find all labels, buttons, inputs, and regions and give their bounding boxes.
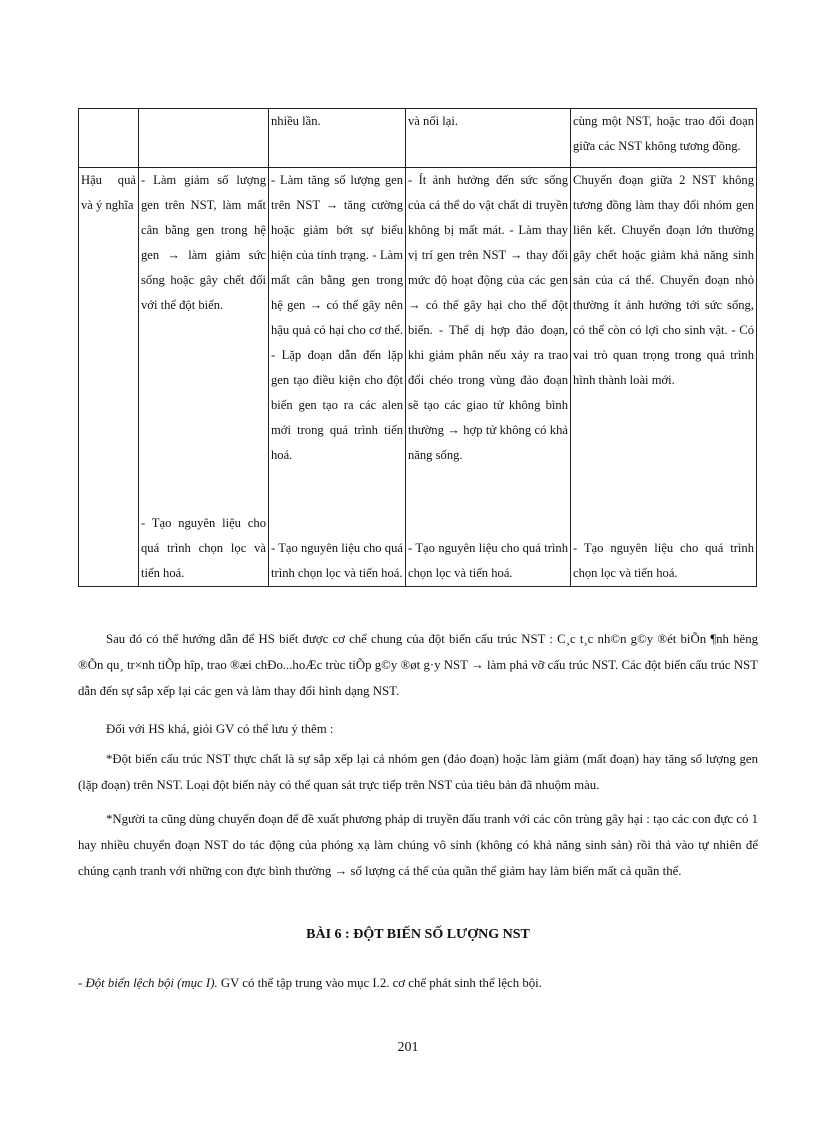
aneuploidy-label: - Đột biến lệch bội (mục I). <box>78 976 218 990</box>
table-cell <box>139 168 269 587</box>
paragraph-mechanism: Sau đó có thể hướng dẫn để HS biết được cơ chế chung của đột biến cấu trúc NST : C¸c t¸c nh©n g©y ®ét biÕn ¶nh hëng ®Õn qu¸ tr×nh tiÕp hîp, trao ®æi chÐo...hoÆc trùc tiÕp g©y ®øt g·y NST → làm phá vỡ cấu trúc NST. Các đột biến cấu trúc NST dẫn đến sự sắp xếp lại các gen và làm thay đổi hình dạng NST. <box>78 632 758 698</box>
paragraph-structure-essence: *Đột biến cấu trúc NST thực chất là sự sắp xếp lại cả nhóm gen (đảo đoạn) hoặc làm giảm (mất đoạn) hay tăng số lượng gen (lặp đoạn) trên NST. Loại đột biến này có thể quan sát trực tiếp trên NST của tiêu bản đã nhuộm màu. <box>78 752 758 792</box>
table-cell <box>406 168 571 587</box>
table-cell <box>139 109 269 168</box>
cell-text-consequence: Chuyển đoạn giữa 2 NST không tương đồng làm thay đổi nhóm gen liên kết. Chuyển đoạn lớn thường gây chết hoặc giảm khả năng sinh sản của cá thể. Chuyển đoạn nhỏ thường ít ảnh hưởng tới sức sống, có thể còn có lợi cho sinh vật. - Có vai trò quan trọng trong quá trình hình thành loài mới. <box>573 173 754 387</box>
cell-text-meaning: - Tạo nguyên liệu cho quá trình chọn lọc và tiến hoá. <box>408 541 568 580</box>
lesson-heading: BÀI 6 : ĐỘT BIẾN SỐ LƯỢNG NST <box>306 927 530 942</box>
cell-text-meaning: - Tạo nguyên liệu cho quá trình chọn lọc và tiến hoá. <box>141 516 266 580</box>
table-cell: nhiều lần. <box>269 109 406 168</box>
mutation-table <box>78 108 757 587</box>
table-row <box>79 109 757 168</box>
aneuploidy-text: GV có thể tập trung vào mục I.2. cơ chế phát sinh thể lệch bội. <box>217 976 542 990</box>
page-number: 201 <box>397 1040 419 1055</box>
table-cell: cùng một NST, hoặc trao đổi đoạn giữa các NST không tương đồng. <box>571 109 757 168</box>
table-row <box>79 168 757 587</box>
cell-text-meaning: - Tạo nguyên liệu cho quá trình chọn lọc và tiến hoá. <box>573 541 754 580</box>
cell-text-meaning: - Tạo nguyên liệu cho quá trình chọn lọc và tiến hoá. <box>271 541 403 580</box>
paragraph-note: Đối với HS khá, giỏi GV có thể lưu ý thêm : <box>106 722 334 736</box>
table-cell: và nối lại. <box>406 109 571 168</box>
cell-text-consequence: - Ít ảnh hưởng đến sức sống của cá thể do vật chất di truyền không bị mất mát. - Làm thay vị trí gen trên NST → thay đổi mức độ hoạt động của các gen → có thể gây hại cho thể đột biến. - Thể dị hợp đảo đoạn, khi giảm phân nếu xảy ra trao đổi chéo trong vùng đảo đoạn sẽ tạo các giao tử không bình thường → hợp tử không có khả năng sống. <box>408 173 568 462</box>
table-cell <box>269 168 406 587</box>
cell-text-consequence: - Làm giảm số lượng gen trên NST, làm mất cân bằng gen trong hệ gen → làm giảm sức sống hoặc gây chết đối với thể đột biến. <box>141 173 266 312</box>
table-cell <box>79 109 139 168</box>
row-header-cell: Hậu quả và ý nghĩa <box>79 168 139 587</box>
cell-text-consequence: - Làm tăng số lượng gen trên NST → tăng cường hoặc giảm bớt sự biểu hiện của tính trạng. - Làm mất cân bằng gen trong hệ gen → có thể gây nên hậu quả có hại cho cơ thể. - Lặp đoạn dẫn đến lặp gen tạo điều kiện cho đột biến gen tạo ra các alen mới trong quá trình tiến hoá. <box>271 173 403 462</box>
table-cell <box>571 168 757 587</box>
paragraph-pest-control: *Người ta cũng dùng chuyển đoạn để đề xuất phương pháp di truyền đấu tranh với các côn trùng gây hại : tạo các con đực có 1 hay nhiều chuyển đoạn NST do tác động của phóng xạ làm chúng vô sinh (không có khả năng sinh sản) rồi thả vào tự nhiên để chúng cạnh tranh với những con đực bình thường → số lượng cá thể của quần thể giảm hay làm biến mất cả quần thể. <box>78 812 758 878</box>
paragraph-aneuploidy <box>78 970 758 996</box>
